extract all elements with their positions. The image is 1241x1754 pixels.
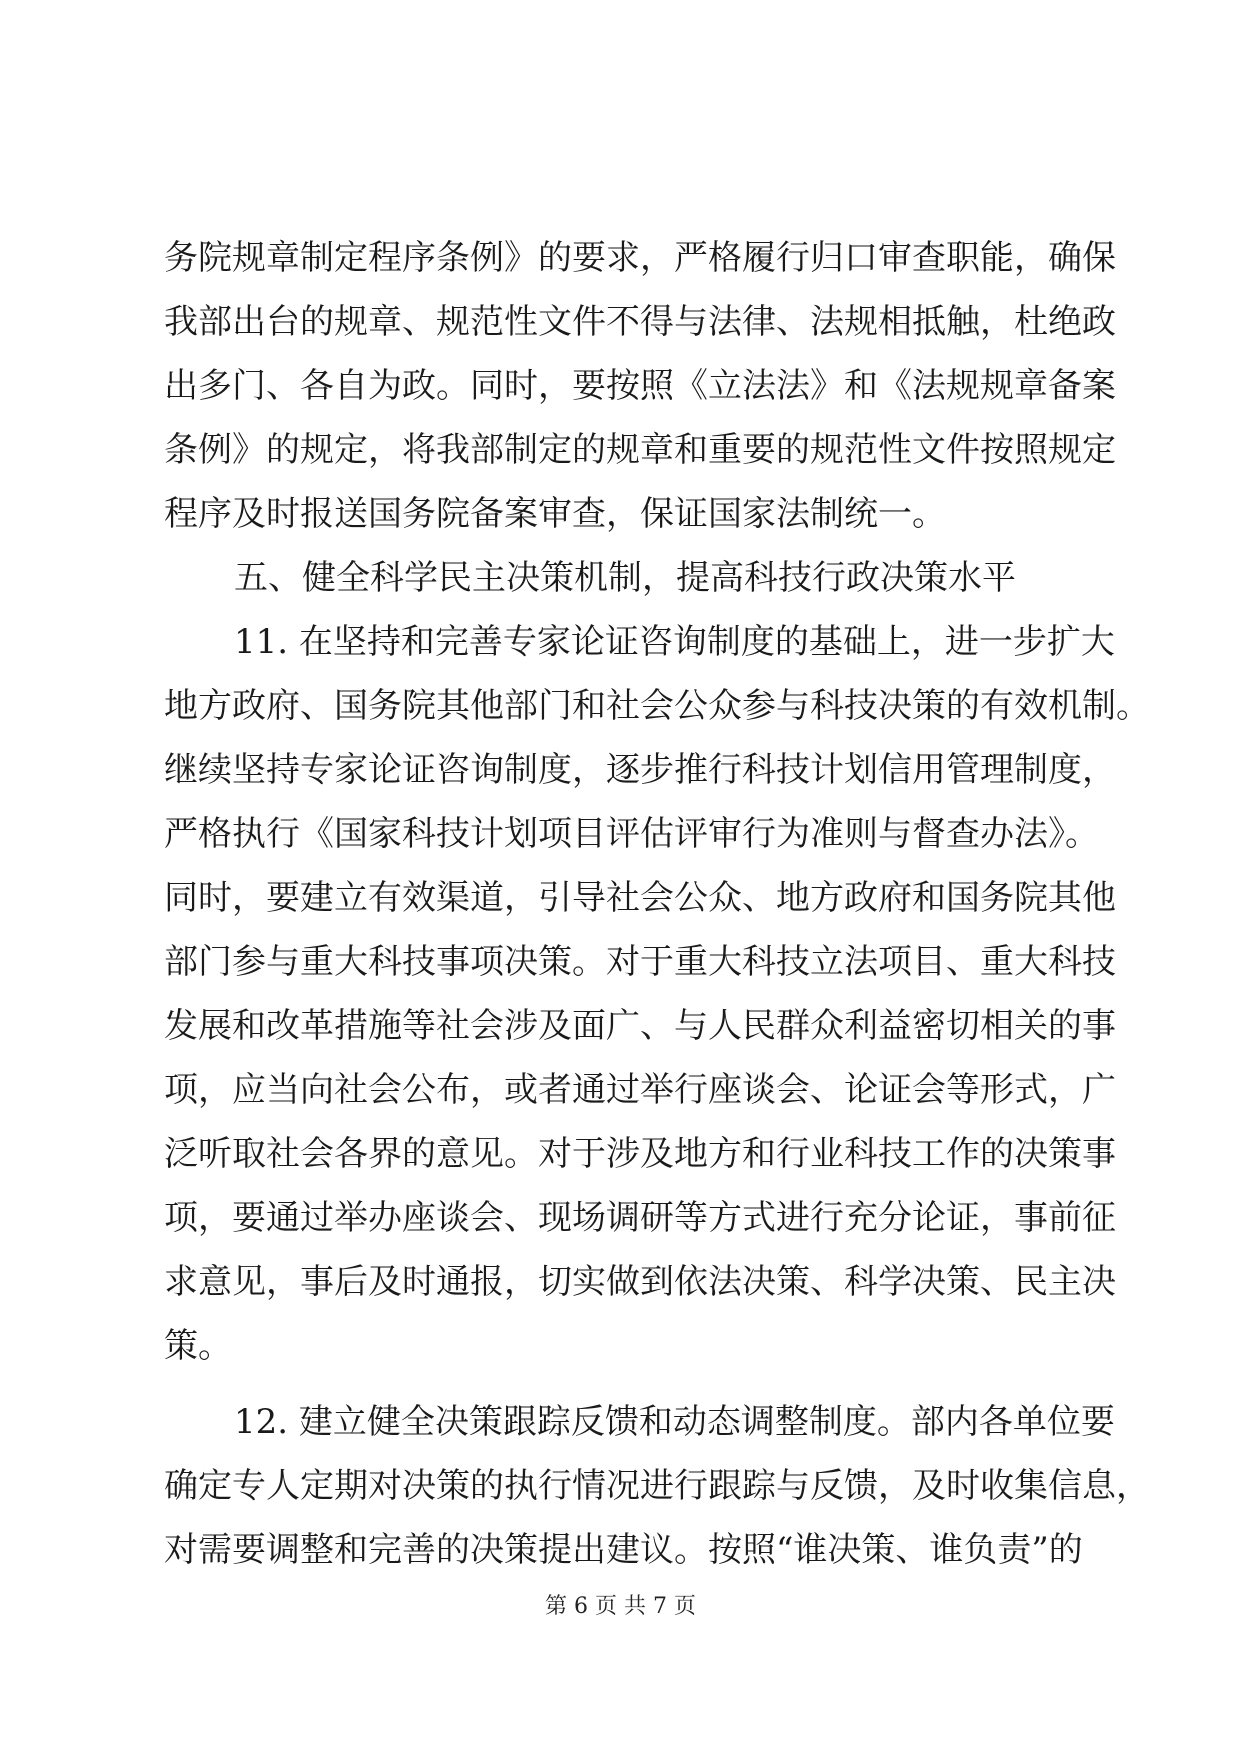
paragraph-line: 泛听取社会各界的意见。对于涉及地方和行业科技工作的决策事 [164, 1134, 1116, 1174]
body-text [164, 226, 1150, 1582]
paragraph-line: 求意见，事后及时通报，切实做到依法决策、科学决策、民主决 [164, 1262, 1116, 1302]
paragraph-line: 出多门、各自为政。同时，要按照《立法法》和《法规规章备案 [164, 366, 1116, 406]
paragraph-line: 地方政府、国务院其他部门和社会公众参与科技决策的有效机制。 [164, 686, 1150, 726]
section-heading: 五、健全科学民主决策机制，提高科技行政决策水平 [234, 558, 1016, 598]
paragraph-line: 条例》的规定，将我部制定的规章和重要的规范性文件按照规定 [164, 430, 1116, 470]
paragraph-line: 程序及时报送国务院备案审查，保证国家法制统一。 [164, 494, 946, 534]
paragraph-line: 对需要调整和完善的决策提出建议。按照“谁决策、谁负责”的 [164, 1530, 1083, 1570]
paragraph-line: 项，应当向社会公布，或者通过举行座谈会、论证会等形式，广 [164, 1070, 1116, 1110]
paragraph-line: 发展和改革措施等社会涉及面广、与人民群众利益密切相关的事 [164, 1006, 1116, 1046]
paragraph-gap [164, 1378, 1080, 1390]
paragraph-line: 我部出台的规章、规范性文件不得与法律、法规相抵触，杜绝政 [164, 302, 1116, 342]
paragraph-line: 部门参与重大科技事项决策。对于重大科技立法项目、重大科技 [164, 942, 1116, 982]
paragraph-line: 务院规章制定程序条例》的要求，严格履行归口审查职能，确保 [164, 238, 1116, 278]
paragraph-line: 继续坚持专家论证咨询制度，逐步推行科技计划信用管理制度， [164, 750, 1116, 790]
paragraph-line: 严格执行《国家科技计划项目评估评审行为准则与督查办法》。 [164, 814, 1099, 854]
paragraph-line: 策。 [164, 1326, 232, 1366]
page-number-footer: 第 6 页 共 7 页 [545, 1594, 696, 1619]
paragraph-line: 同时，要建立有效渠道，引导社会公众、地方政府和国务院其他 [164, 878, 1116, 918]
paragraph-line: 确定专人定期对决策的执行情况进行跟踪与反馈，及时收集信息， [164, 1466, 1150, 1506]
paragraph-line: 11. 在坚持和完善专家论证咨询制度的基础上，进一步扩大 [234, 622, 1115, 662]
paragraph-line: 项，要通过举办座谈会、现场调研等方式进行充分论证，事前征 [164, 1198, 1116, 1238]
paragraph-line: 12. 建立健全决策跟踪反馈和动态调整制度。部内各单位要 [234, 1402, 1115, 1442]
